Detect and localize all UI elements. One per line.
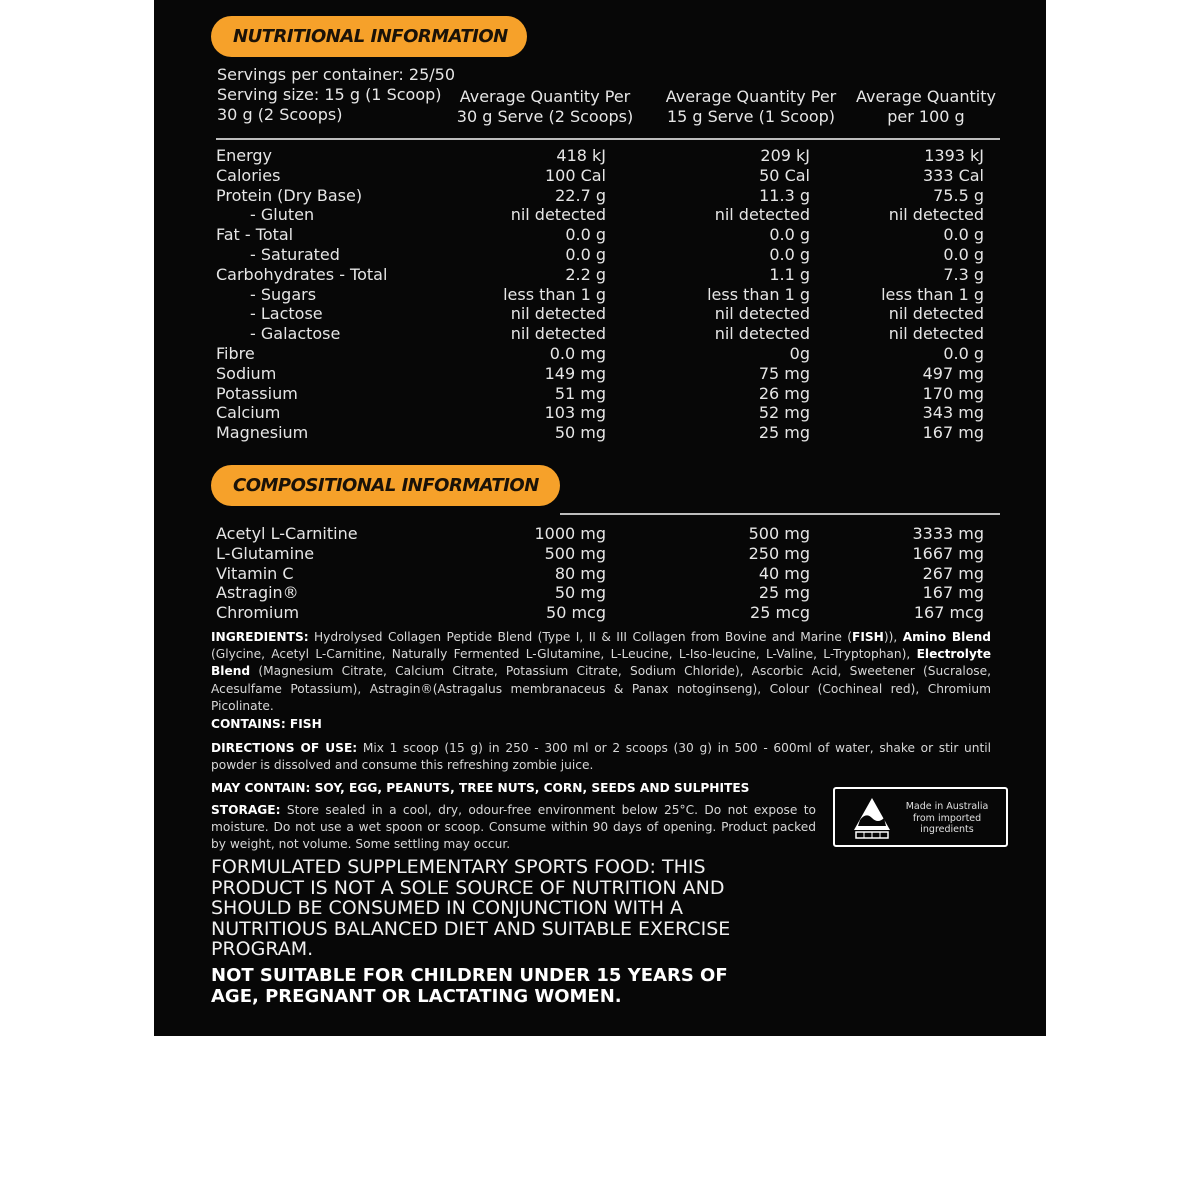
serving-size-line1: Serving size: 15 g (1 Scoop) xyxy=(217,85,442,104)
nutrition-value-100g: 7.3 g xyxy=(943,264,984,284)
composition-row xyxy=(154,583,1046,603)
nutrition-row-label: Sodium xyxy=(216,363,277,383)
nutrition-value-100g: 0.0 g xyxy=(943,245,984,264)
nutritional-divider xyxy=(216,138,1000,140)
nutrition-value-100g: nil detected xyxy=(888,324,984,344)
nutrition-row xyxy=(154,344,1046,364)
composition-value-15g: 500 mg xyxy=(748,524,810,543)
nutrition-value-15g: 0.0 g xyxy=(769,225,810,245)
composition-value-30g: 50 mcg xyxy=(546,603,606,623)
compositional-divider xyxy=(560,513,1000,515)
composition-value-30g: 500 mg xyxy=(544,543,606,563)
nutrition-value-30g: 103 mg xyxy=(544,403,606,423)
nutrition-row-label: Magnesium xyxy=(216,423,309,443)
nutrition-row xyxy=(154,166,1046,186)
nutrition-value-100g: 1393 kJ xyxy=(924,146,984,165)
nutrition-value-15g: nil detected xyxy=(714,324,810,344)
composition-value-15g: 25 mcg xyxy=(750,603,810,623)
ingredients-label: INGREDIENTS: xyxy=(211,630,309,644)
nutrition-row-label: - Gluten xyxy=(250,205,315,225)
nutritional-information-heading: NUTRITIONAL INFORMATION xyxy=(211,16,527,57)
nutrition-value-30g: 22.7 g xyxy=(555,185,606,205)
servings-per-container: Servings per container: 25/50 xyxy=(217,65,455,84)
column-header-100g-line2: per 100 g xyxy=(887,107,965,126)
ingredients-paragraph xyxy=(211,629,991,715)
composition-row xyxy=(154,544,1046,564)
nutrition-value-30g: 50 mg xyxy=(554,423,606,443)
nutrition-row xyxy=(154,423,1046,443)
nutrition-value-15g: 52 mg xyxy=(758,403,810,423)
nutrition-value-15g: nil detected xyxy=(714,205,810,225)
composition-value-15g: 40 mg xyxy=(758,563,810,583)
nutrition-value-15g: 0.0 g xyxy=(769,245,810,264)
nutrition-value-100g: 0.0 g xyxy=(943,344,984,363)
nutrition-row-label: Energy xyxy=(216,146,273,165)
nutrition-value-30g: nil detected xyxy=(510,304,606,324)
column-header-30g-line2: 30 g Serve (2 Scoops) xyxy=(456,107,634,126)
nutrition-row xyxy=(154,225,1046,245)
nutrition-value-30g: nil detected xyxy=(510,324,606,344)
nutrition-value-15g: 0g xyxy=(789,344,810,363)
nutrition-value-15g: 1.1 g xyxy=(769,264,810,284)
nutrition-row-label: - Saturated xyxy=(250,245,340,264)
nutrition-row xyxy=(154,364,1046,384)
nutrition-row xyxy=(154,324,1046,344)
nutrition-row-label: Calcium xyxy=(216,403,281,423)
nutrition-row xyxy=(154,403,1046,423)
compositional-information-heading: COMPOSITIONAL INFORMATION xyxy=(211,465,560,506)
composition-value-100g: 167 mcg xyxy=(913,603,984,623)
nutrition-value-30g: 100 Cal xyxy=(544,165,606,185)
column-header-30g-line1: Average Quantity Per xyxy=(459,87,631,106)
composition-row-label: Vitamin C xyxy=(216,563,294,583)
may-contain-statement: MAY CONTAIN: SOY, EGG, PEANUTS, TREE NUTS, CORN, SEEDS AND SULPHITES xyxy=(211,781,750,795)
composition-value-30g: 1000 mg xyxy=(534,524,606,543)
nutrition-value-30g: 51 mg xyxy=(554,383,606,403)
composition-value-15g: 25 mg xyxy=(758,583,810,603)
nutrition-row-label: Fibre xyxy=(216,344,255,363)
composition-value-15g: 250 mg xyxy=(748,543,810,563)
column-header-15g-line1: Average Quantity Per xyxy=(665,87,837,106)
nutrition-row-label: - Galactose xyxy=(250,324,341,344)
nutrition-value-100g: 497 mg xyxy=(922,363,984,383)
suitability-warning: NOT SUITABLE FOR CHILDREN UNDER 15 YEARS OF AGE, PREGNANT OR LACTATING WOMEN. xyxy=(211,965,728,1007)
nutrition-value-30g: 0.0 g xyxy=(565,225,606,245)
amino-blend-label: Amino Blend xyxy=(902,630,991,644)
composition-row xyxy=(154,524,1046,544)
contains-statement: CONTAINS: FISH xyxy=(211,717,322,731)
composition-row-label: L-Glutamine xyxy=(216,543,315,563)
composition-row xyxy=(154,564,1046,584)
ingredients-text-2: )), xyxy=(883,630,903,644)
composition-row-label: Chromium xyxy=(216,603,300,623)
nutrition-row xyxy=(154,186,1046,206)
nutrition-value-15g: 75 mg xyxy=(758,363,810,383)
nutrition-row xyxy=(154,205,1046,225)
composition-row-label: Astragin® xyxy=(216,583,299,603)
nutrition-row xyxy=(154,384,1046,404)
nutrition-value-15g: 25 mg xyxy=(758,423,810,443)
nutrition-value-100g: 0.0 g xyxy=(943,225,984,245)
composition-row-label: Acetyl L-Carnitine xyxy=(216,524,358,543)
nutrition-row-label: Fat - Total xyxy=(216,225,294,245)
composition-row xyxy=(154,603,1046,623)
made-in-australia-text: Made in Australia from imported ingredients xyxy=(905,801,989,835)
nutrition-value-100g: 75.5 g xyxy=(933,185,984,205)
made-in-australia-icon xyxy=(852,796,892,840)
nutrition-row-label: Calories xyxy=(216,165,281,185)
nutrition-row-label: Potassium xyxy=(216,383,298,403)
nutrition-value-15g: less than 1 g xyxy=(707,284,810,304)
nutrition-value-30g: 0.0 mg xyxy=(549,344,606,363)
serving-size-line2: 30 g (2 Scoops) xyxy=(217,105,343,124)
nutrition-value-30g: nil detected xyxy=(510,205,606,225)
ingredients-text-4: (Magnesium Citrate, Calcium Citrate, Potassium Citrate, Sodium Chloride), Ascorbic Acid, Sweetener (Sucralose, Acesulfame Potassium), Astragin®(Astragalus membranaceus & Panax notoginseng), Colour (Cochineal red), Chromium Picolinate. xyxy=(211,664,991,713)
storage-label: STORAGE: xyxy=(211,803,281,817)
composition-value-100g: 3333 mg xyxy=(912,524,984,543)
nutrition-value-15g: 26 mg xyxy=(758,383,810,403)
directions-label: DIRECTIONS OF USE: xyxy=(211,741,358,755)
column-header-30g xyxy=(445,87,645,127)
nutrition-row-label: Protein (Dry Base) xyxy=(216,185,363,205)
directions-paragraph xyxy=(211,740,991,774)
ingredients-fish: FISH xyxy=(852,630,884,644)
sports-food-warning: FORMULATED SUPPLEMENTARY SPORTS FOOD: THIS PRODUCT IS NOT A SOLE SOURCE OF NUTRITION AND SHOULD BE CONSUMED IN CONJUNCTION WITH A NUTRITIOUS BALANCED DIET AND SUITABLE EXERCISE PROGRAM. xyxy=(211,856,731,960)
nutrition-row xyxy=(154,285,1046,305)
column-header-100g xyxy=(846,87,1006,127)
nutrition-value-100g: 167 mg xyxy=(922,423,984,443)
column-header-15g xyxy=(651,87,851,127)
composition-value-30g: 50 mg xyxy=(554,583,606,603)
storage-paragraph xyxy=(211,802,816,854)
column-header-15g-line2: 15 g Serve (1 Scoop) xyxy=(666,107,836,126)
ingredients-text-1: Hydrolysed Collagen Peptide Blend (Type I, II & III Collagen from Bovine and Marine ( xyxy=(308,630,853,644)
nutrition-value-100g: nil detected xyxy=(888,304,984,324)
nutrition-value-30g: 149 mg xyxy=(544,363,606,383)
nutrition-value-100g: 170 mg xyxy=(922,383,984,403)
nutrition-value-30g: 418 kJ xyxy=(556,146,606,165)
nutrition-value-100g: less than 1 g xyxy=(881,284,984,304)
nutrition-row xyxy=(154,304,1046,324)
column-header-100g-line1: Average Quantity xyxy=(856,87,996,106)
nutrition-value-100g: 333 Cal xyxy=(922,165,984,185)
nutrition-value-100g: 343 mg xyxy=(922,403,984,423)
nutrition-row xyxy=(154,245,1046,265)
nutrition-row xyxy=(154,146,1046,166)
nutrition-row-label: Carbohydrates - Total xyxy=(216,264,388,284)
electrolyte-blend-label: Electrolyte Blend xyxy=(211,647,991,679)
nutrition-value-15g: 11.3 g xyxy=(759,185,810,205)
storage-text: Store sealed in a cool, dry, odour-free environment below 25°C. Do not expose to moisture. Do not use a wet spoon or scoop. Consume within 90 days of opening. Product packed by weight, not volume. Some settling may occur. xyxy=(211,803,816,852)
nutrition-value-30g: 0.0 g xyxy=(565,245,606,264)
nutrition-value-15g: 50 Cal xyxy=(759,165,810,185)
nutrition-row-label: - Sugars xyxy=(250,284,317,304)
nutrition-value-15g: 209 kJ xyxy=(760,146,810,165)
made-in-australia-badge xyxy=(833,787,1008,847)
nutrition-value-15g: nil detected xyxy=(714,304,810,324)
nutrition-row-label: - Lactose xyxy=(250,304,323,324)
composition-value-100g: 1667 mg xyxy=(912,543,984,563)
ingredients-text-3: (Glycine, Acetyl L-Carnitine, Naturally Fermented L-Glutamine, L-Leucine, L-Iso-leucine, L-Valine, L-Tryptophan), xyxy=(211,647,917,662)
directions-text: Mix 1 scoop (15 g) in 250 - 300 ml or 2 scoops (30 g) in 500 - 600ml of water, shake or stir until powder is dissolved and consume this refreshing zombie juice. xyxy=(211,741,992,773)
composition-value-100g: 167 mg xyxy=(922,583,984,603)
nutrition-value-30g: 2.2 g xyxy=(565,264,606,284)
nutrition-value-100g: nil detected xyxy=(888,205,984,225)
nutrition-row xyxy=(154,265,1046,285)
label-panel xyxy=(154,0,1046,1036)
nutrition-value-30g: less than 1 g xyxy=(503,284,606,304)
composition-value-100g: 267 mg xyxy=(922,563,984,583)
composition-value-30g: 80 mg xyxy=(554,563,606,583)
